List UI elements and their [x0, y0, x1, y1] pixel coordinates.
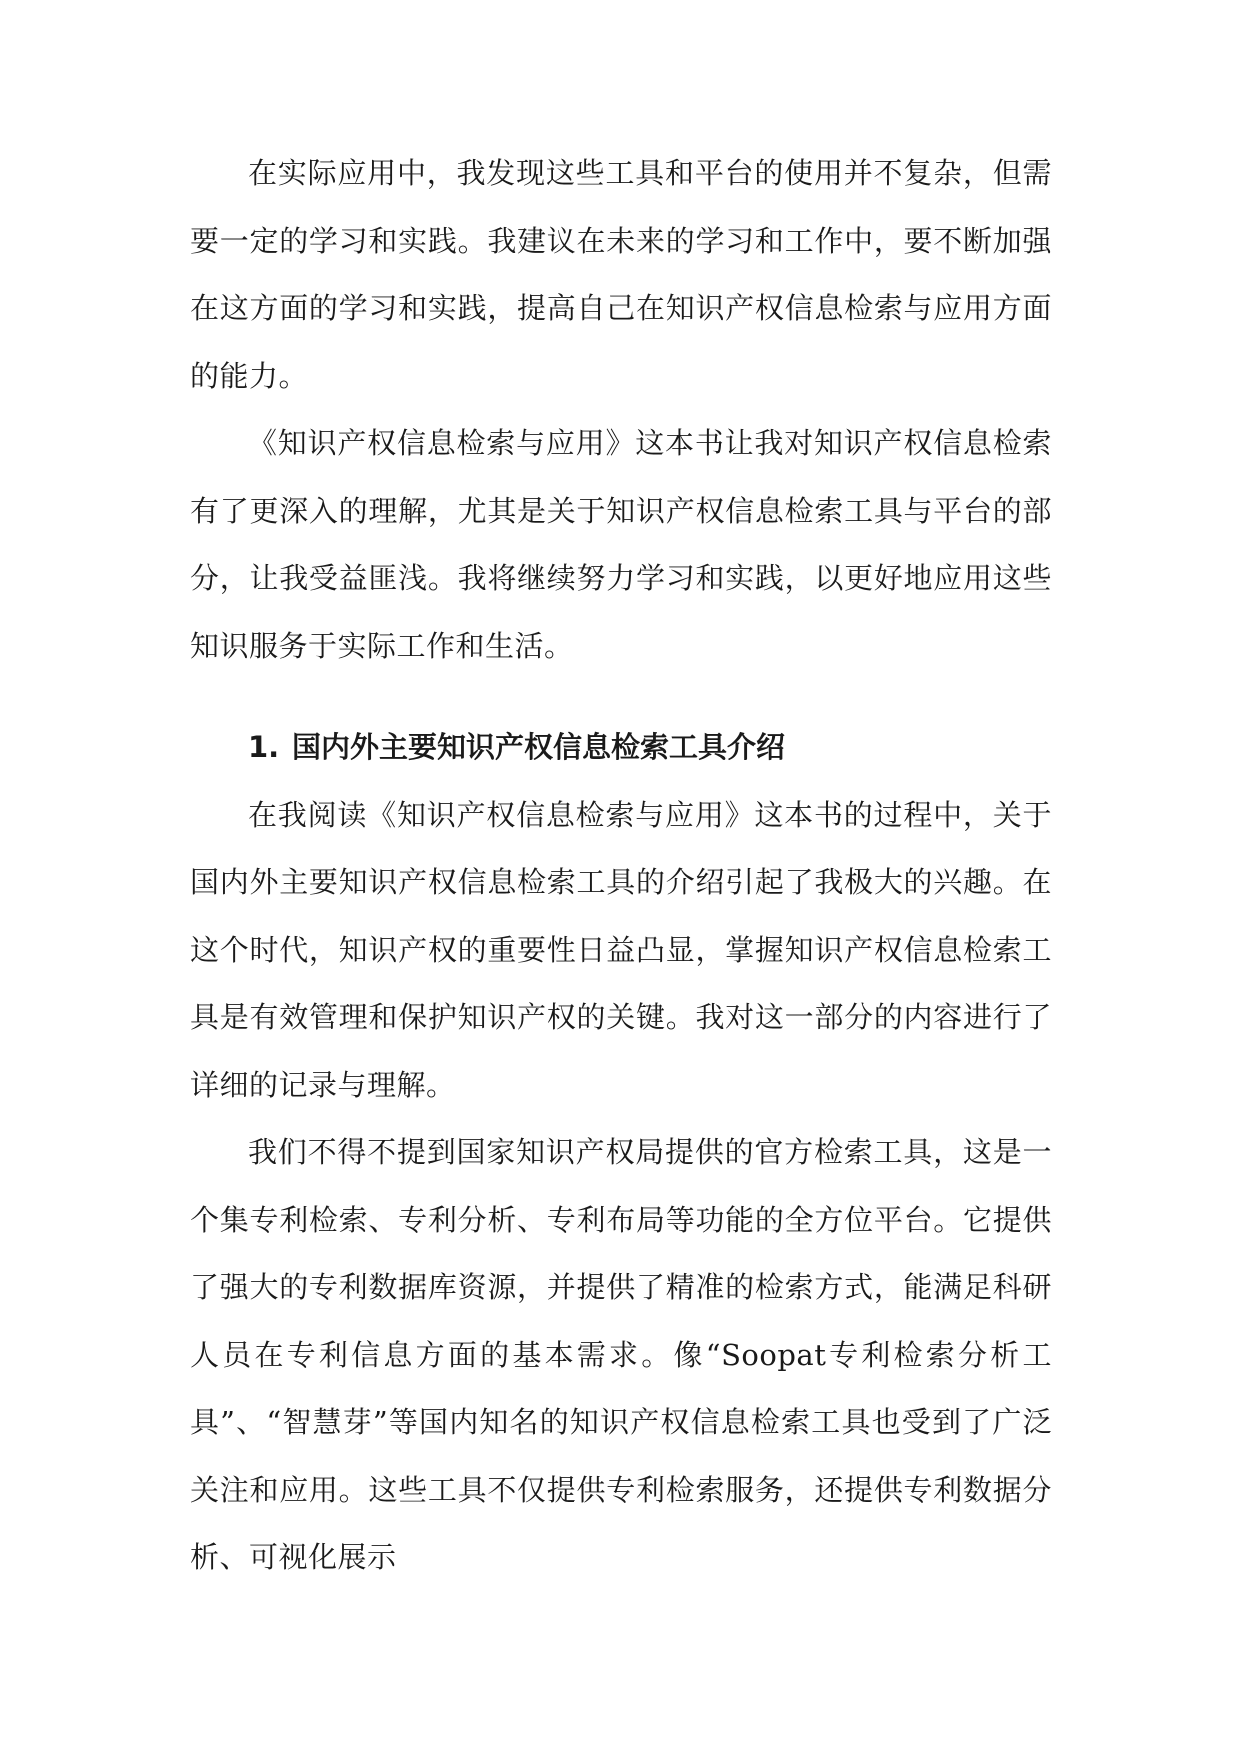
- section-number: 1.: [248, 730, 280, 764]
- section-heading: [190, 714, 1052, 782]
- section-title: 国内外主要知识产权信息检索工具介绍: [292, 730, 786, 764]
- document-body: [190, 140, 1052, 1592]
- body-paragraph: 《知识产权信息检索与应用》这本书让我对知识产权信息检索有了更深入的理解，尤其是关于知识产权信息检索工具与平台的部分，让我受益匪浅。我将继续努力学习和实践，以更好地应用这些知识服务于实际工作和生活。: [190, 426, 1052, 663]
- section-spacer: [190, 680, 1052, 714]
- body-paragraph: 在实际应用中，我发现这些工具和平台的使用并不复杂，但需要一定的学习和实践。我建议在未来的学习和工作中，要不断加强在这方面的学习和实践，提高自己在知识产权信息检索与应用方面的能力。: [190, 156, 1052, 393]
- body-paragraph: 在我阅读《知识产权信息检索与应用》这本书的过程中，关于国内外主要知识产权信息检索工具的介绍引起了我极大的兴趣。在这个时代，知识产权的重要性日益凸显，掌握知识产权信息检索工具是有效管理和保护知识产权的关键。我对这一部分的内容进行了详细的记录与理解。: [190, 797, 1052, 1102]
- body-paragraph: 我们不得不提到国家知识产权局提供的官方检索工具，这是一个集专利检索、专利分析、专利布局等功能的全方位平台。它提供了强大的专利数据库资源，并提供了精准的检索方式，能满足科研人员在专利信息方面的基本需求。像“Soopat专利检索分析工具”、“智慧芽”等国内知名的知识产权信息检索工具也受到了广泛关注和应用。这些工具不仅提供专利检索服务，还提供专利数据分析、可视化展示: [190, 1135, 1052, 1574]
